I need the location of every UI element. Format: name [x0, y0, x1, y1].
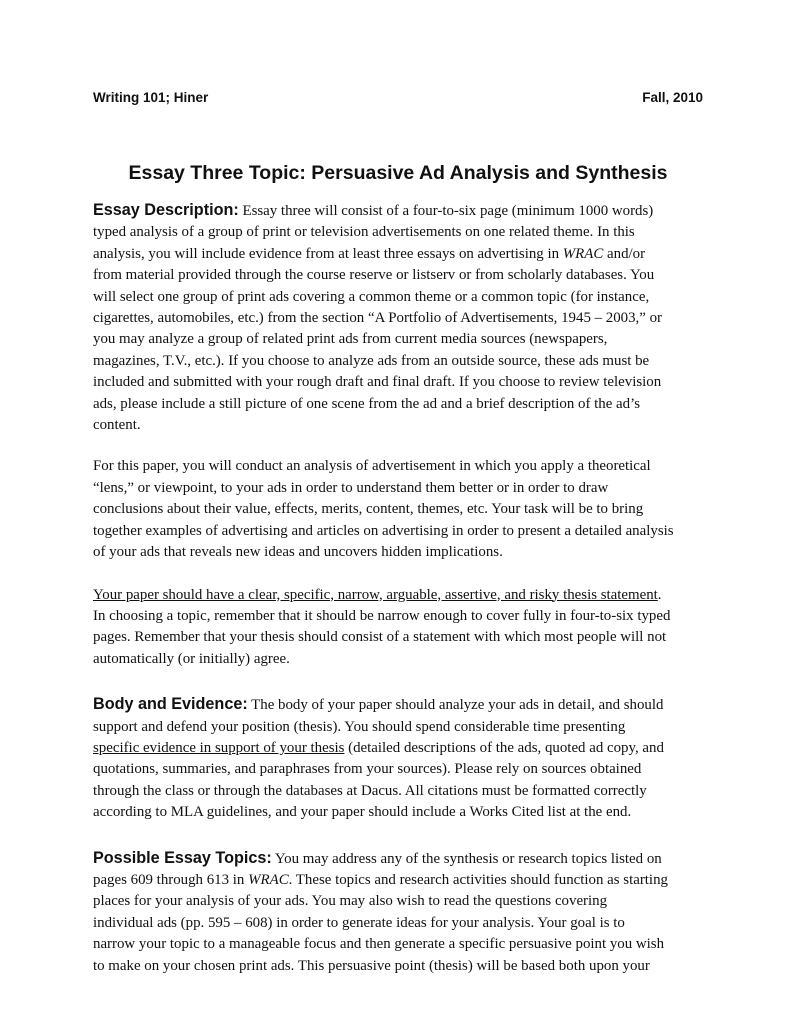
- essay-description-heading: Essay Description:: [93, 201, 239, 219]
- body-evidence-text-2: (detailed descriptions of the ads, quoted ad copy, and quotations, summaries, and paraphrases from your sources). Please rely on sources obtained through the class or through the databases at Dacus. All citations must be formatted correctly according to MLA guidelines, and your paper should include a Works Cited list at the end.: [93, 739, 664, 821]
- possible-topics-text-2: . These topics and research activities should function as starting places for your analysis of your ads. You may also wish to read the questions covering individual ads (pp. 595 – 608) in order to generate ideas for your analysis. Your goal is to narrow your topic to a manageable focus and then generate a specific persuasive point you wish to make on your chosen print ads. This persuasive point (thesis) will be based both upon your: [93, 871, 668, 974]
- thesis-paragraph: [93, 585, 703, 671]
- book-title-wrac-2: WRAC: [248, 871, 289, 888]
- lens-paragraph: For this paper, you will conduct an analysis of advertisement in which you apply a theoretical “lens,” or viewpoint, to your ads in order to understand them better or in order to draw conclusions about their value, effects, merits, content, themes, etc. Your task will be to bring together examples of advertising and articles on advertising in order to present a detailed analysis of your ads that reveals new ideas and uncovers hidden implications.: [93, 458, 674, 561]
- essay-description-paragraph: [93, 200, 703, 436]
- possible-topics-paragraph: [93, 848, 703, 977]
- term-label: Fall, 2010: [642, 90, 703, 105]
- book-title-wrac: WRAC: [562, 245, 604, 262]
- page-title: Essay Three Topic: Persuasive Ad Analysis and Synthesis: [128, 162, 668, 184]
- thesis-requirement: Your paper should have a clear, specific, narrow, arguable, assertive, and risky thesis statement: [93, 586, 658, 603]
- document-page: [93, 88, 703, 977]
- essay-description-text-1: Essay three will consist of a four-to-six page (minimum 1000 words) typed analysis of a group of print or television advertisements on one related theme. In this analysis, you will include evidence from at least three essays on advertising in: [93, 203, 654, 262]
- possible-topics-heading: Possible Essay Topics:: [93, 848, 272, 867]
- essay-description-text-2: and/or from material provided through the course reserve or listserv or from scholarly databases. You will select one group of print ads covering a common theme or a common topic (for instance, cigarettes, automobiles, etc.) from the section “A Portfolio of Advertisements, 1945 – 2003,” or you may analyze a group of related print ads from current media sources (newspapers, magazines, T.V., etc.). If you choose to analyze ads from an outside source, these ads must be included and submitted with your rough draft and final draft. If you choose to review television ads, please include a still picture of one scene from the ad and a brief description of the ad’s content.: [93, 245, 663, 434]
- body-evidence-paragraph: [93, 694, 703, 823]
- body-evidence-text-1: The body of your paper should analyze your ads in detail, and should support and defend your position (thesis). You should spend considerable time presenting: [93, 697, 664, 735]
- course-label: Writing 101; Hiner: [93, 90, 209, 105]
- body-evidence-heading: Body and Evidence:: [93, 695, 248, 714]
- document-header: [93, 88, 703, 108]
- thesis-paragraph-text: . In choosing a topic, remember that it should be narrow enough to cover fully in four-to-six typed pages. Remember that your thesis should consist of a statement with which most people will not automatically (or initially) agree.: [93, 586, 671, 667]
- possible-topics-text-1: You may address any of the synthesis or research topics listed on pages 609 through 613 in: [93, 850, 662, 888]
- evidence-requirement: specific evidence in support of your thesis: [93, 739, 345, 756]
